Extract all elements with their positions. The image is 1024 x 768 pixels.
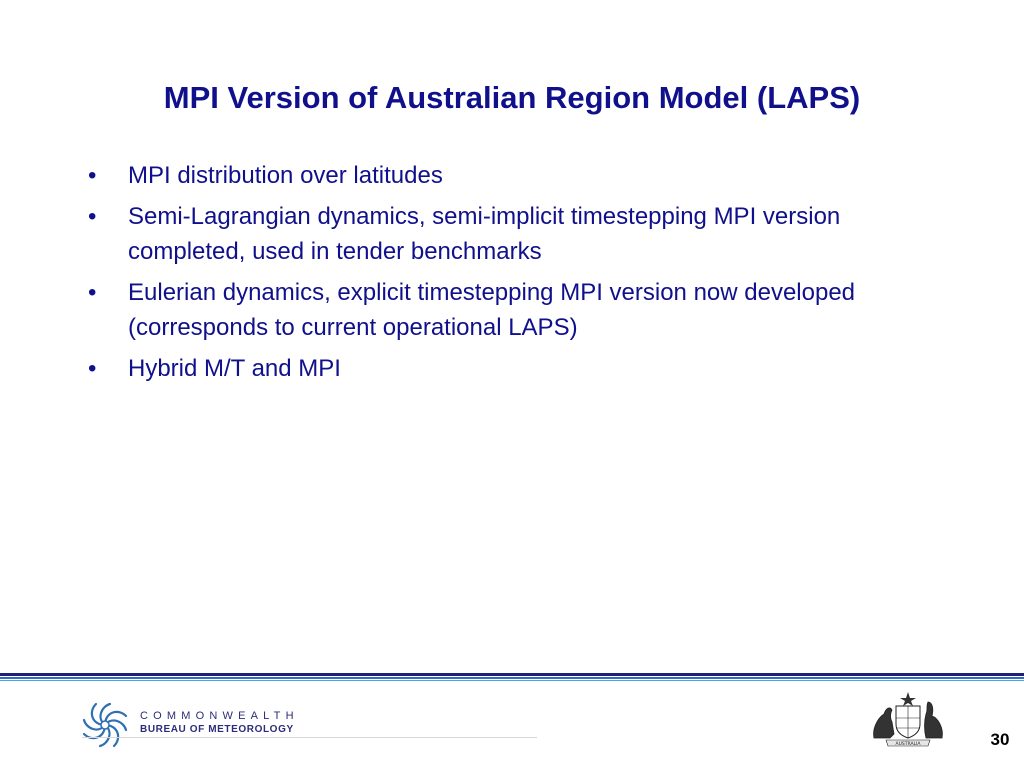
bullet-marker: • xyxy=(88,162,97,189)
bullet-list xyxy=(88,158,908,392)
bullet-marker: • xyxy=(88,355,97,382)
bullet-text: Eulerian dynamics, explicit timestepping MPI version now developed (corresponds to current operational LAPS) xyxy=(128,279,856,341)
slide-title: MPI Version of Australian Region Model (LAPS) xyxy=(163,80,861,115)
spiral-swirl-icon xyxy=(80,700,130,750)
footer-divider-mid xyxy=(0,677,1024,679)
bullet-text: Semi-Lagrangian dynamics, semi-implicit timestepping MPI version completed, used in tender benchmarks xyxy=(128,203,841,265)
bullet-item xyxy=(88,199,908,269)
page-number: 30 xyxy=(990,730,1010,749)
bullet-item xyxy=(88,158,908,193)
footer-thin-rule xyxy=(82,737,537,738)
footer-divider-dark xyxy=(0,673,1024,676)
bullet-text: Hybrid M/T and MPI xyxy=(128,355,341,382)
bullet-item xyxy=(88,351,908,386)
coat-of-arms-icon xyxy=(868,688,948,748)
bullet-text: MPI distribution over latitudes xyxy=(128,162,443,189)
org-line-commonwealth: COMMONWEALTH xyxy=(140,710,299,722)
footer-divider-light xyxy=(0,680,1024,681)
organisation-name xyxy=(140,710,299,736)
bullet-marker: • xyxy=(88,203,97,230)
bullet-marker: • xyxy=(88,279,97,306)
org-line-bureau: BUREAU OF METEOROLOGY xyxy=(140,724,294,735)
crest-banner-text: AUSTRALIA xyxy=(895,742,921,747)
bullet-item xyxy=(88,275,908,345)
